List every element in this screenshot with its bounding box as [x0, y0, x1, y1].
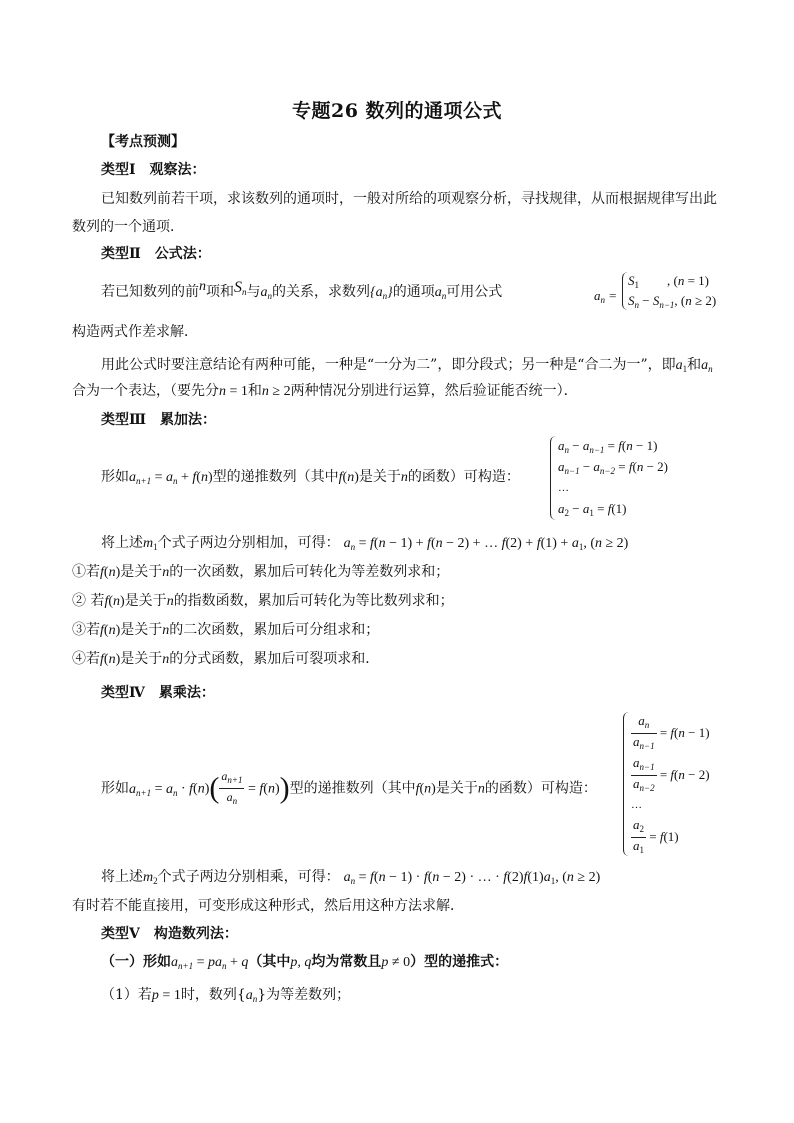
document-page: 专题26 数列的通项公式 【考点预测】 类型Ⅰ 观察法： 已知数列前若干项，求该数列的通项时，一般对所给的项观察分析，寻找规律，从而根据规律写出此 数列的一个通项． 类型Ⅱ 公式法： 若已知数列的前n项和$S_n$与$a_n$的关系，求数列$\{a_n\}$的通项$a_n$可用公式 $a_n$ = $S_1$ , (n = 1) $S_n - S_{n-1}$, (n ≥ 2) 构造两式作差求解． 用此公式时要注意结论有两种可能，一种是“一分为二”，即分段式；另一种是“合二为一”，即$a_1$和$a_n$ 合为一个表达，（要先分n = 1和n ≥ 2两种情况分别进行运算，然后验证能否统一）． 类型Ⅲ 累加法： 形如$a_{n+1} = a_n + f(n)$型的递推数列（其中f(n)是关于n的函数）可构造： $a_n - a_{n-1} = f(n - 1)$ $a_{n-1} - a_{n-2} = f(n - 2)$ … $a_2 - a_1 = f(1)$ 将上述$m_1$个式子两边分别相加，可得： $a_n = f(n - 1) + f(n - 2)$ + … $f(2) + f(1) + a_1$, (n ≥ 2) ①若f(n)是关于n的一次函数，累加后可转化为等差数列求和； ② 若f(n)是关于n的指数函数，累加后可转化为等比数列求和； ③若f(n)是关于n的二次函数，累加后可分组求和； ④若f(n)是关于n的分式函数，累加后可裂项求和． 类型Ⅳ 累乘法： 形如$a_{n+1} = a_n \cdot f(n)$( $\frac{a_{n+1}}{a_n}$ = f(n))型的递推数列（其中f(n)是关于n的函数）可构造： $\frac{a_n}{a_{n-1}}$ = f(n − 1) $\frac{a_{n-1}}{a_{n-2}}$ = f(n − 2) … $\frac{a_2}{a_1}$ = f(1) 将上述$m_2$个式子两边分别相乘，可得： $a_n = f(n - 1) \cdot f(n - 2)$ · … · $f(2)f(1)a_1$, (n ≥ 2) 有时若不能直接用，可变形成这种形式，然后用这种方法求解． 类型Ⅴ 构造数列法： （一）形如$a_{n+1} = pa_n + q$（其中p, q均为常数且p ≠ 0）型的递推式： （1）若p = 1时，数列$\{a_n\}$为等差数列； — [0, 0, 794, 1123]
type3-item3: ③若f(n)是关于n的二次函数，累加后可分组求和； — [72, 622, 380, 638]
type5-subheading: （一）形如$a_{n+1} = pa_n + q$（其中p, q均为常数且p ≠ 0）型的递推式： — [101, 954, 509, 971]
system-brace — [550, 436, 557, 520]
text-segment: 将上述 — [101, 869, 143, 885]
text-segment: 和 — [247, 383, 262, 399]
type3-heading: 类型Ⅲ 累加法： — [101, 412, 217, 428]
text-segment: （一）形如 — [101, 954, 171, 970]
text-segment: 的关系，求数列 — [272, 284, 370, 300]
type3-paragraph-line2: 将上述$m_1$个式子两边分别相加，可得： $a_n = f(n - 1) + f(n - 2)$ + … $f(2) + f(1) + a_1$, (n ≥ 2) — [101, 535, 629, 552]
type1-heading: 类型Ⅰ 观察法： — [101, 162, 206, 178]
text-segment: 两种情况分别进行运算，然后验证能否统一）． — [290, 383, 578, 399]
type5-heading: 类型Ⅴ 构造数列法： — [101, 926, 238, 942]
text-segment: 是关于 — [124, 593, 167, 609]
type2-paragraph-line2: 构造两式作差求解． — [72, 324, 198, 340]
text-segment: 是关于 — [120, 622, 163, 638]
text-segment: 的通项 — [392, 284, 435, 300]
type4-paragraph-line2: 将上述$m_2$个式子两边分别相乘，可得： $a_n = f(n - 1) \cdot f(n - 2)$ · … · $f(2)f(1)a_1$, (n ≥ 2) — [101, 869, 601, 886]
type2-paragraph-line3: 用此公式时要注意结论有两种可能，一种是“一分为二”，即分段式；另一种是“合二为一”，即$a_1$和$a_n$ — [101, 357, 713, 374]
text-segment: 的指数函数，累加后可转化为等比数列求和； — [173, 593, 454, 609]
text-segment: ④若 — [72, 651, 100, 667]
text-segment: （1）若 — [101, 987, 152, 1003]
text-segment: 是关于 — [120, 564, 163, 580]
text-segment: }为等差数列； — [257, 987, 351, 1003]
text-segment: 是关于 — [435, 780, 478, 797]
text-segment: 的二次函数，累加后可分组求和； — [169, 622, 380, 638]
type2-heading: 类型Ⅱ 公式法： — [101, 246, 211, 262]
text-segment: 时，数列{ — [180, 987, 246, 1003]
text-segment: 可用公式 — [446, 284, 503, 300]
text-segment: 用此公式时要注意结论有两种可能，一种是“一分为二”，即分段式；另一种是“合二为一”，即 — [101, 357, 676, 373]
text-segment: 的函数）可构造： — [484, 780, 597, 797]
text-segment: 与 — [246, 284, 261, 300]
type4-paragraph-line3: 有时若不能直接用，可变形成这种形式，然后用这种方法求解． — [72, 898, 464, 914]
text-segment: 是关于 — [358, 469, 401, 485]
type2-paragraph-line4: 合为一个表达，（要先分n = 1和n ≥ 2两种情况分别进行运算，然后验证能否统一）． — [72, 383, 578, 399]
type2-paragraph-line1: 若已知数列的前n项和$S_n$与$a_n$的关系，求数列$\{a_n\}$的通项$a_n$可用公式 — [101, 279, 503, 301]
text-segment: 和 — [687, 357, 702, 373]
text-segment: 型的递推数列（其中 — [212, 469, 339, 485]
text-segment: 形如 — [101, 469, 129, 485]
text-segment: 项和 — [206, 284, 234, 300]
text-segment: ③若 — [72, 622, 100, 638]
text-segment: 的一次函数，累加后可转化为等差数列求和； — [169, 564, 450, 580]
type1-paragraph-line2: 数列的一个通项． — [72, 219, 184, 235]
text-segment: 合为一个表达，（要先分 — [72, 383, 219, 399]
text-segment: 型的递推数列（其中 — [289, 780, 416, 797]
text-segment: 个式子两边分别相加，可得： — [157, 535, 340, 551]
text-segment: 若已知数列的前 — [101, 284, 199, 300]
type5-paragraph-line1: （1）若p = 1时，数列$\{a_n\}$为等差数列； — [101, 987, 351, 1004]
type4-heading: 类型Ⅳ 累乘法： — [101, 685, 215, 701]
type3-item1: ①若f(n)是关于n的一次函数，累加后可转化为等差数列求和； — [72, 564, 450, 580]
type1-paragraph-line1: 已知数列前若干项，求该数列的通项时，一般对所给的项观察分析，寻找规律，从而根据规律写出此 — [101, 191, 717, 207]
text-segment: ①若 — [72, 564, 100, 580]
text-segment: 将上述 — [101, 535, 143, 551]
type3-item2: ② 若f(n)是关于n的指数函数，累加后可转化为等比数列求和； — [72, 593, 454, 609]
text-segment: ② 若 — [72, 593, 105, 609]
text-segment: 是关于 — [120, 651, 163, 667]
page-title: 专题26 数列的通项公式 — [291, 100, 503, 122]
text-segment: 个式子两边分别相乘，可得： — [157, 869, 340, 885]
text-segment: ）型的递推式： — [410, 954, 509, 970]
text-segment: 的函数）可构造： — [407, 469, 520, 485]
type3-paragraph-line1: 形如$a_{n+1} = a_n + f(n)$型的递推数列（其中f(n)是关于n的函数）可构造： — [101, 469, 520, 486]
type3-item4: ④若f(n)是关于n的分式函数，累加后可裂项求和． — [72, 651, 380, 667]
text-segment: （其中 — [248, 954, 291, 970]
text-segment: 均为常数且 — [311, 954, 382, 970]
text-segment: 形如 — [101, 780, 129, 797]
section-heading: 【考点预测】 — [101, 134, 185, 150]
type4-paragraph-line1: 形如$a_{n+1} = a_n \cdot f(n)$( $\frac{a_{n+1}}{a_n}$ = f(n))型的递推数列（其中f(n)是关于n的函数）可构造： — [101, 769, 597, 806]
system-brace — [623, 712, 630, 856]
text-segment: 的分式函数，累加后可裂项求和． — [169, 651, 380, 667]
